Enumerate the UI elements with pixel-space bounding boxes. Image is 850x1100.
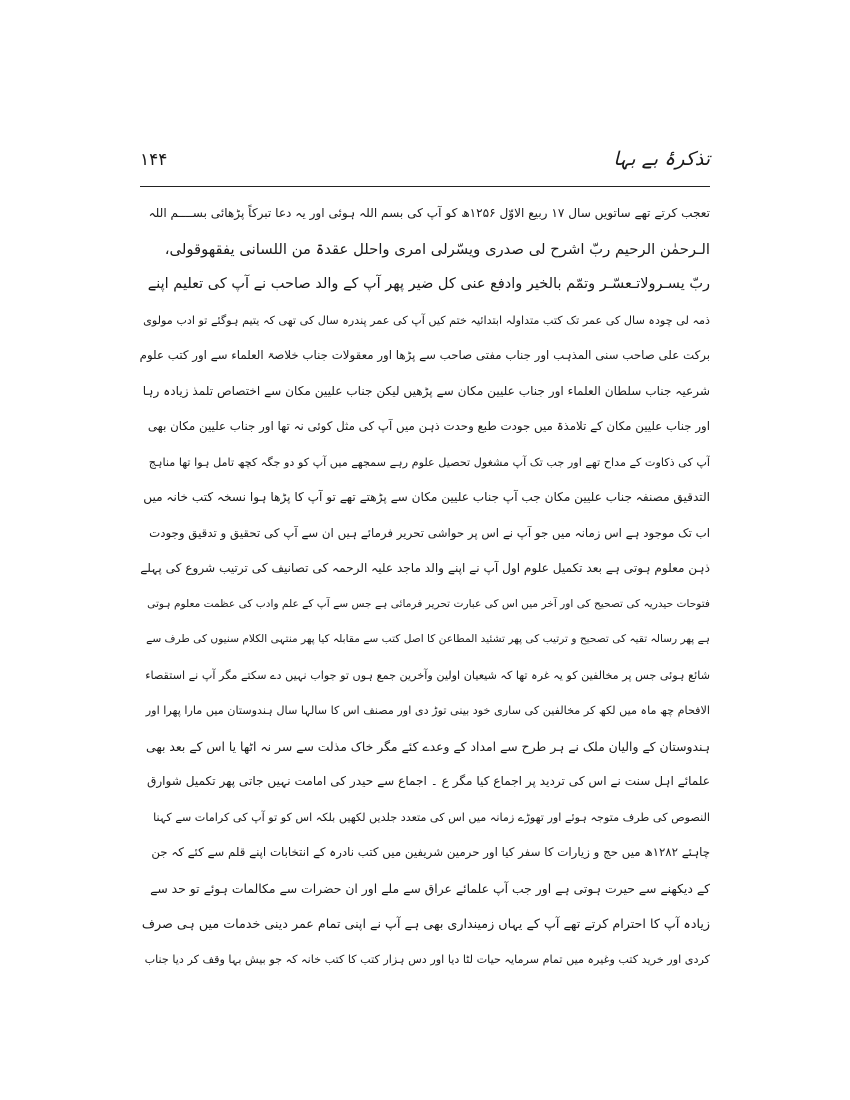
text-line: اور جناب علیین مکان کے تلامذۃ میں جودت طبع وحدت ذہن میں آپ کی مثل کوئی نہ تھا اور جناب علیین مکان بھی bbox=[147, 419, 710, 433]
page-header bbox=[140, 140, 710, 184]
text-line: ذمہ لی چودہ سال کی عمر تک کتب متداولہ ابتدائیہ ختم کیں آپ کی عمر پندرہ سال کی تھی کہ یتیم ہوگئے تو ادب مولوی bbox=[143, 313, 710, 327]
text-line: فتوحات حیدریہ کی تصحیح کی اور آخر میں اس کی عبارت تحریر فرمائی ہے جس سے آپ کے علم وادب کی عظمت معلوم ہوتی bbox=[147, 597, 710, 610]
text-line: شائع ہوئی جس پر مخالفین کو یہ غرہ تھا کہ شیعیان اولین وآخرین جمع ہوں تو جواب نہیں دے سکتے مگر آپ نے استقصاء bbox=[145, 668, 710, 682]
text-line: علمائے اہل سنت نے اس کی تردید پر اجماع کیا مگر ع ۔ اجماع سے حیدر کی امامت نہیں جاتی پھر تکمیل شوارق bbox=[146, 774, 710, 788]
text-line: الـرحمٰن الرحیم ربّ اشرح لی صدری ویسّرلی امری واحلل عقدۃ من اللسانی یفقھوقولی، bbox=[164, 240, 710, 258]
text-line: تعجب کرتے تھے ساتویں سال ۱۷ ربیع الاوّل ۱۲۵۶ھ کو آپ کی بسم اللہ ہوئی اور یہ دعا تبرکاً پڑھائی بســــم اللہ bbox=[148, 206, 710, 220]
text-line: برکت علی صاحب سنی المذہب اور جناب مفتی صاحب سے پڑھا اور معقولات جناب خلاصۃ العلماء سے اور کتب علوم bbox=[140, 348, 710, 362]
text-line: ذہن معلوم ہوتی ہے بعد تکمیل علوم اول آپ نے اپنے والد ماجد علیہ الرحمہ کی تصانیف کی ترتیب شروع کی پہلے bbox=[140, 561, 710, 575]
text-line: ہندوستان کے والیان ملک نے ہر طرح سے امداد کے وعدے کئے مگر خاک مذلت سے سر نہ اٹھا یا اس کے بعد بھی bbox=[146, 738, 710, 754]
text-line: النصوص کی طرف متوجہ ہوئے اور تھوڑے زمانہ میں اس کی متعدد جلدیں لکھیں بلکہ اس کو تو آپ کی کرامات سے کہنا bbox=[153, 810, 710, 824]
text-line: کے دیکھنے سے حیرت ہوتی ہے اور جب آپ علمائے عراق سے ملے اور ان حضرات سے مکالمات ہوئے تو حد سے bbox=[150, 880, 710, 896]
text-line: ہے پھر رسالہ تقیہ کی تصحیح و ترتیب کی پھر تشئید المطاعن کا اصل کتب سے مقابلہ کیا پھر منتہی الکلام سنیوں کی طرف سے bbox=[146, 633, 710, 645]
text-line: اب تک موجود ہے اس زمانہ میں جو آپ نے اس پر حواشی تحریر فرمائے ہیں ان سے آپ کی تحقیق و تدقیق وجودت bbox=[149, 525, 710, 540]
header-divider bbox=[140, 186, 710, 187]
text-line: زیادہ آپ کا احترام کرتے تھے آپ کے یہاں زمینداری بھی ہے آپ نے اپنی تمام عمر دینی خدمات میں ہی صرف bbox=[141, 916, 710, 931]
body-text bbox=[140, 196, 710, 977]
text-line: التدقیق مصنفہ جناب علیین مکان جب آپ جناب علیین مکان سے پڑھتے تھے تو آپ کا پڑھا ہوا نسخہ کتب خانہ میں bbox=[143, 490, 710, 504]
page-number: ۱۴۴ bbox=[140, 150, 168, 170]
text-line: کردی اور خرید کتب وغیرہ میں تمام سرمایہ حیات لٹا دیا اور دس ہزار کتب کا کتب خانہ کہ جو بیش بہا وقف کر دیا جناب bbox=[144, 952, 710, 966]
text-line: آپ کی ذکاوت کے مداح تھے اور جب تک آپ مشغول تحصیل علوم رہے سمجھے میں آپ کو دو جگہ کچھ تامل ہوا تھا مناہج bbox=[148, 455, 710, 469]
text-line: چاہئے ۱۲۸۲ھ میں حج و زیارات کا سفر کیا اور حرمین شریفین میں کتب نادرہ کے انتخابات اپنے قلم سے کئے کہ جن bbox=[151, 845, 710, 859]
text-line: ربّ یسـرولاتـعسّـر وتمّم بالخیر وادفع عنی کل ضیر پھر آپ کے والد صاحب نے آپ کی تعلیم اپنے bbox=[147, 276, 710, 292]
book-title: تذکرۂ بے بہا bbox=[613, 148, 710, 170]
text-line: الافحام چھ ماہ میں لکھ کر مخالفین کی ساری خود بینی توڑ دی اور مصنف اس کا سالہا سال ہندوستان میں مارا پھرا اور bbox=[145, 704, 710, 717]
text-line: شرعیہ جناب سلطان العلماء اور جناب علیین مکان سے پڑھیں لیکن جناب علیین مکان سے اختصاص تلمذ زیادہ رہا bbox=[142, 383, 710, 398]
